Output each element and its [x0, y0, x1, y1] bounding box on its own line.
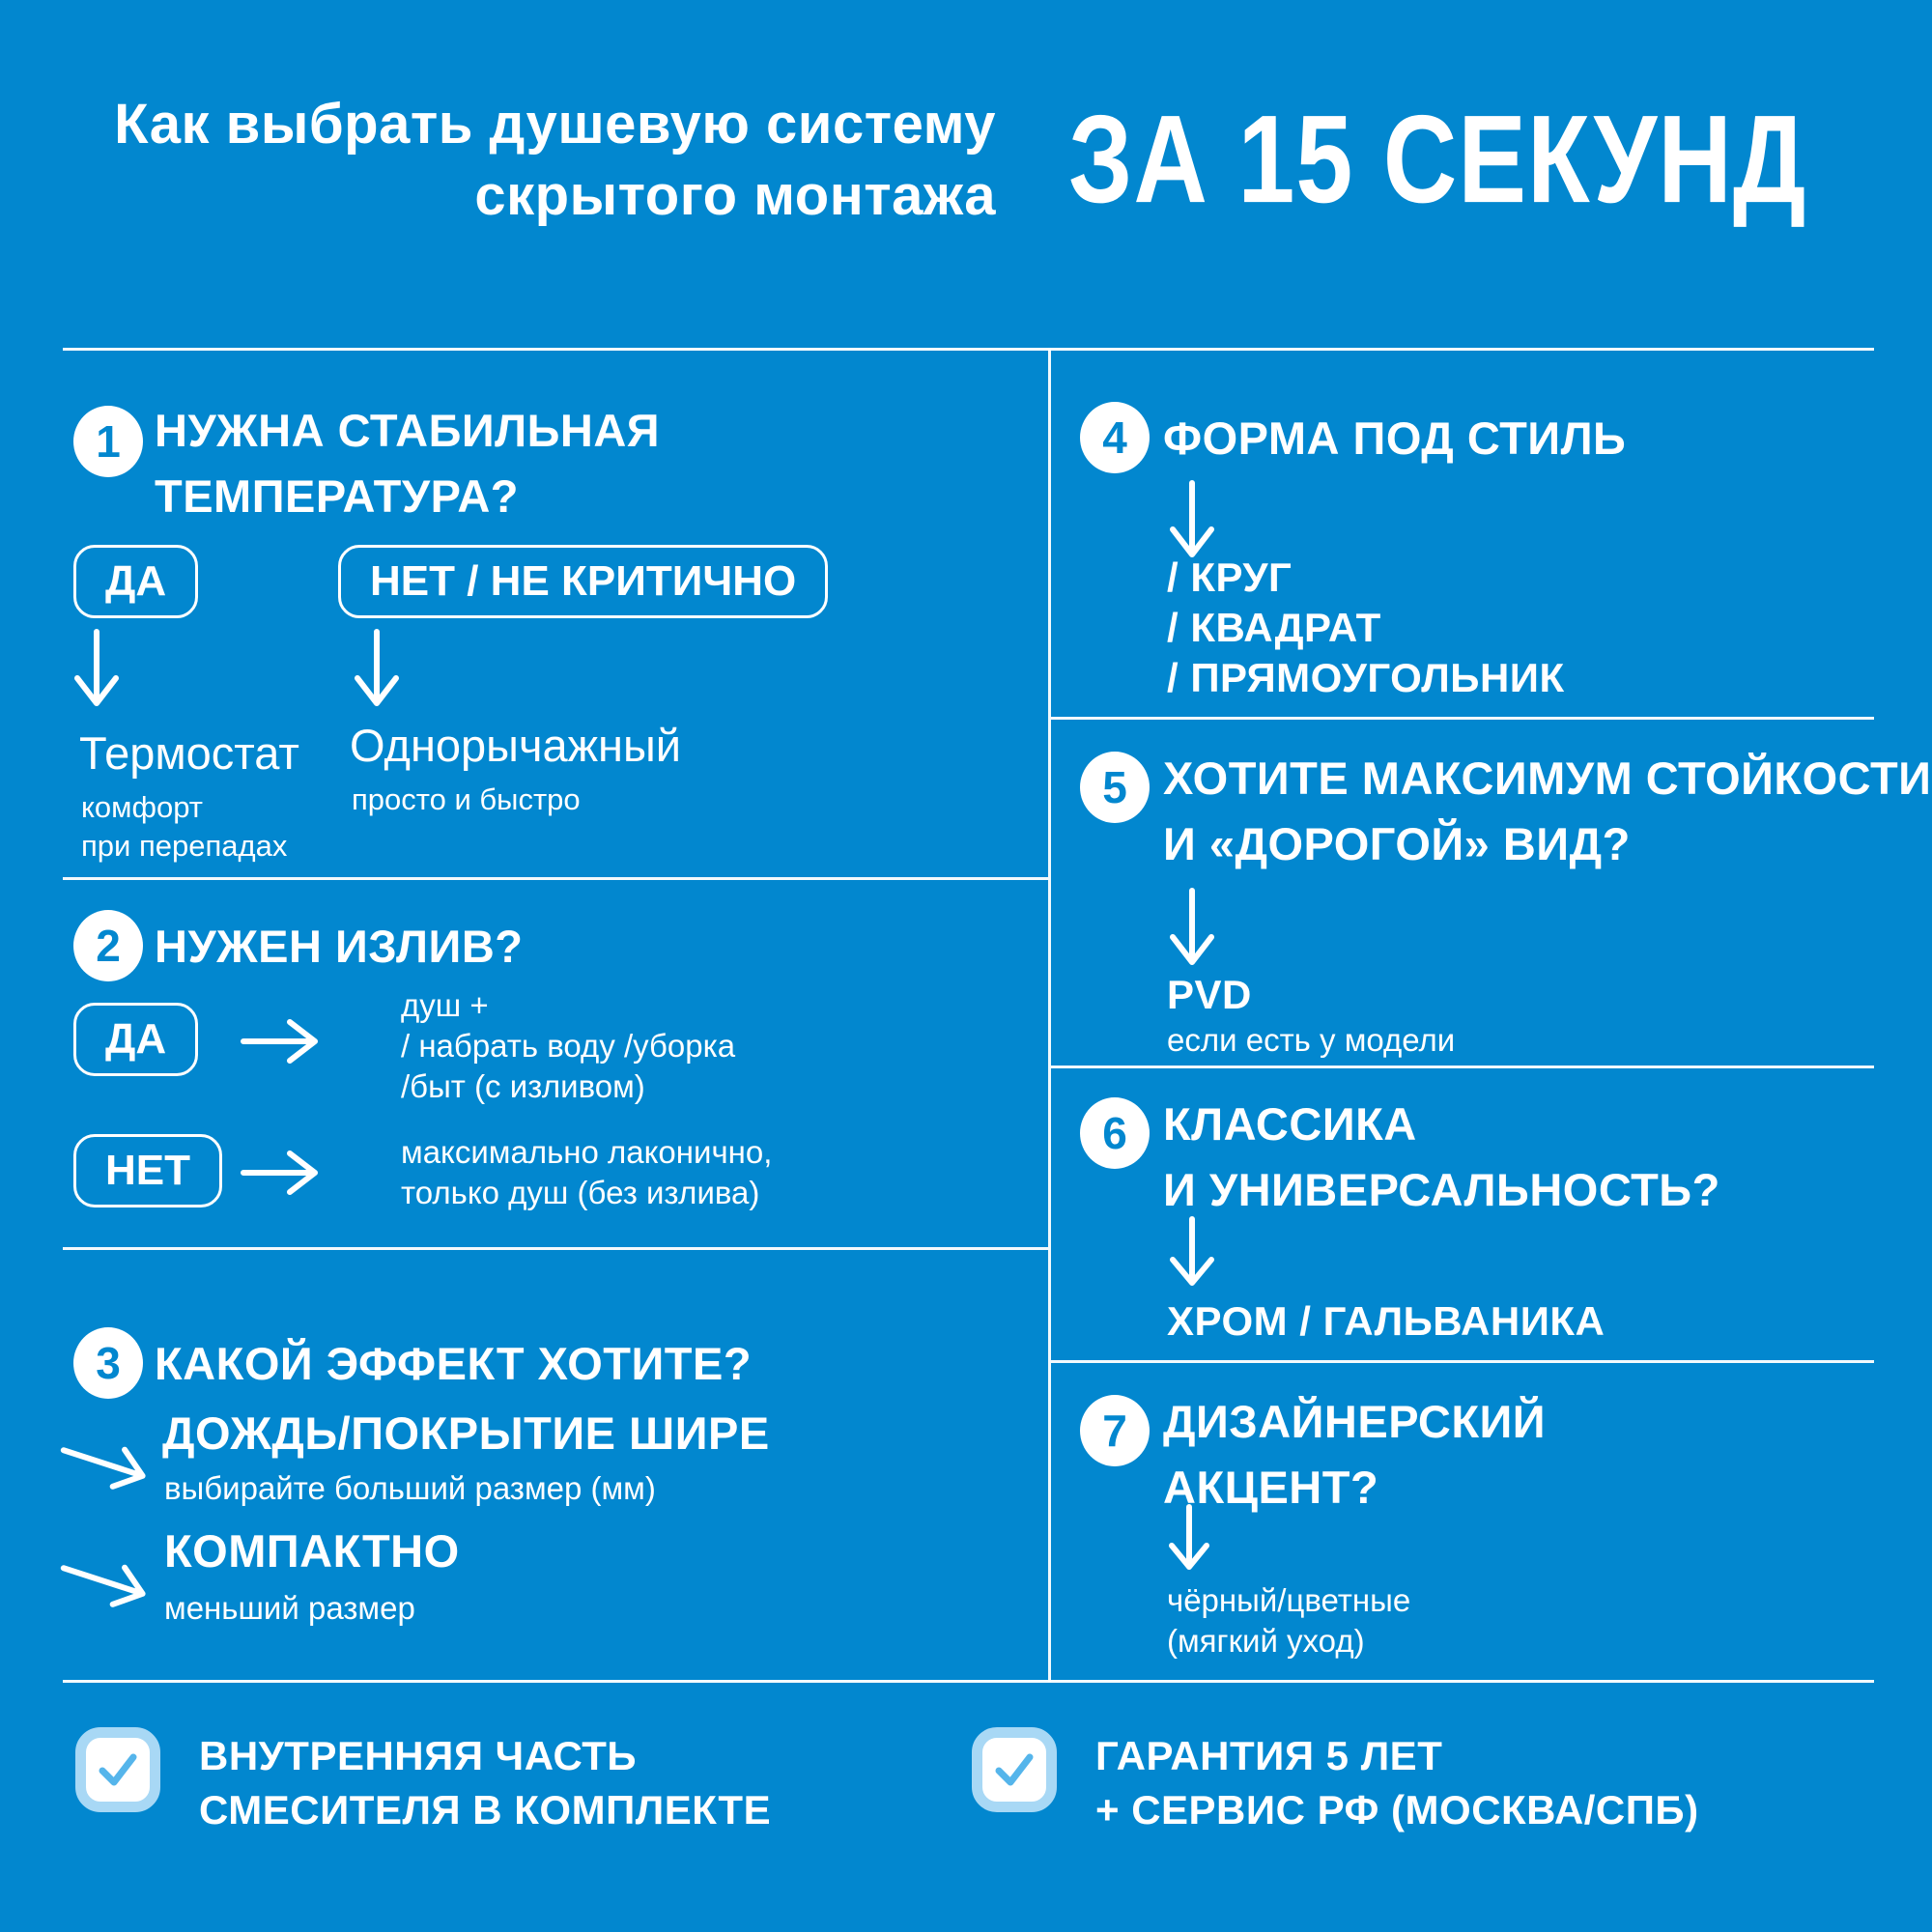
check-icon — [989, 1745, 1039, 1795]
shape-options-list — [1167, 553, 1565, 703]
page-title — [63, 89, 996, 232]
divider-right-1 — [1051, 717, 1874, 720]
step-1-badge — [73, 406, 143, 477]
right-arrow-icon — [240, 1148, 321, 1198]
step-6-badge — [1080, 1097, 1150, 1169]
yes-button-spout[interactable]: ДА — [73, 1003, 198, 1076]
check-icon — [93, 1745, 143, 1795]
no-button-temperature[interactable]: НЕТ / НЕ КРИТИЧНО — [338, 545, 828, 618]
down-arrow-icon — [1165, 887, 1219, 972]
footer-warranty-line1: ГАРАНТИЯ 5 ЛЕТ — [1095, 1733, 1443, 1778]
step-6-number: 6 — [1102, 1108, 1127, 1158]
divider-right-3 — [1051, 1360, 1874, 1363]
step-5-badge — [1080, 752, 1150, 823]
down-arrow-icon — [1165, 1503, 1213, 1577]
result-designer-line2: (мягкий уход) — [1167, 1623, 1365, 1659]
step-1-title-line2: ТЕМПЕРАТУРА? — [155, 470, 519, 522]
effect-compact-title: КОМПАКТНО — [164, 1525, 460, 1577]
divider-left-2 — [63, 1247, 1048, 1250]
step-6-title-line1: КЛАССИКА — [1163, 1098, 1417, 1150]
page-title-line2: скрытого монтажа — [474, 164, 996, 227]
step-4-number: 4 — [1102, 412, 1127, 463]
down-arrow-icon — [70, 628, 124, 713]
effect-compact-note: меньший размер — [164, 1590, 415, 1626]
yes-button-temperature[interactable]: ДА — [73, 545, 198, 618]
step-7-title — [1163, 1389, 1546, 1520]
step-2-title: НУЖЕН ИЗЛИВ? — [155, 921, 524, 972]
step-7-title-line1: ДИЗАЙНЕРСКИЙ — [1163, 1396, 1547, 1447]
right-arrow-icon — [240, 1016, 321, 1066]
effect-rain-title: ДОЖДЬ/ПОКРЫТИЕ ШИРЕ — [162, 1407, 770, 1459]
divider-bottom — [63, 1680, 1874, 1683]
step-2-badge — [73, 910, 143, 981]
result-single-lever: Однорычажный — [350, 720, 682, 771]
result-thermostat-note — [81, 788, 287, 866]
step-5-title-line1: ХОТИТЕ МАКСИМУМ СТОЙКОСТИ — [1163, 753, 1932, 804]
down-arrow-icon — [350, 628, 404, 713]
shape-option-rectangle: / ПРЯМОУГОЛЬНИК — [1167, 655, 1565, 700]
no-button-spout[interactable]: НЕТ — [73, 1134, 222, 1208]
footer-warranty-text — [1095, 1729, 1699, 1837]
result-chrome: ХРОМ / ГАЛЬВАНИКА — [1167, 1298, 1605, 1344]
step-3-number: 3 — [96, 1338, 121, 1388]
step-4-badge — [1080, 402, 1150, 473]
spout-yes-line2: / набрать воду /уборка — [401, 1028, 736, 1064]
spout-yes-line1: душ + — [401, 987, 489, 1023]
step-4-title: ФОРМА ПОД СТИЛЬ — [1163, 412, 1627, 464]
footer-warranty-line2: + СЕРВИС РФ (МОСКВА/СПБ) — [1095, 1787, 1699, 1833]
result-pvd: PVD — [1167, 972, 1252, 1017]
right-arrow-icon — [52, 1543, 156, 1619]
checkbox-warranty[interactable] — [972, 1727, 1057, 1812]
step-5-title — [1163, 746, 1931, 877]
result-designer-line1: чёрный/цветные — [1167, 1582, 1411, 1618]
divider-vertical — [1048, 348, 1051, 1682]
step-3-title: КАКОЙ ЭФФЕКТ ХОТИТЕ? — [155, 1338, 753, 1389]
step-7-badge — [1080, 1395, 1150, 1466]
down-arrow-icon — [1165, 479, 1219, 564]
step-6-title — [1163, 1092, 1720, 1223]
result-designer — [1167, 1580, 1410, 1662]
divider-top — [63, 348, 1874, 351]
spout-no-line1: максимально лаконично, — [401, 1134, 773, 1170]
effect-rain-note: выбирайте больший размер (мм) — [164, 1470, 656, 1506]
step-6-title-line2: И УНИВЕРСАЛЬНОСТЬ? — [1163, 1164, 1720, 1215]
step-5-number: 5 — [1102, 762, 1127, 812]
step-1-title — [155, 398, 660, 529]
step-7-title-line2: АКЦЕНТ? — [1163, 1462, 1379, 1513]
step-2-number: 2 — [96, 921, 121, 971]
shape-option-circle: / КРУГ — [1167, 554, 1293, 600]
right-arrow-icon — [52, 1425, 156, 1501]
spout-yes-line3: /быт (с изливом) — [401, 1068, 645, 1104]
footer-mixer-line2: СМЕСИТЕЛЯ В КОМПЛЕКТЕ — [199, 1787, 772, 1833]
step-7-number: 7 — [1102, 1406, 1127, 1456]
divider-right-2 — [1051, 1065, 1874, 1068]
spout-yes-description — [401, 985, 735, 1107]
result-thermostat-note-line1: комфорт — [81, 790, 203, 824]
result-single-lever-note: просто и быстро — [352, 782, 581, 816]
shape-option-square: / КВАДРАТ — [1167, 605, 1381, 650]
step-3-badge — [73, 1327, 143, 1399]
page-title-line1: Как выбрать душевую систему — [114, 93, 996, 156]
result-pvd-note: если есть у модели — [1167, 1022, 1456, 1058]
headline-15-seconds: ЗА 15 СЕКУНД — [1068, 90, 1807, 230]
step-1-number: 1 — [96, 416, 121, 467]
spout-no-line2: только душ (без излива) — [401, 1175, 760, 1210]
checkbox-mixer-included[interactable] — [75, 1727, 160, 1812]
step-1-title-line1: НУЖНА СТАБИЛЬНАЯ — [155, 405, 661, 456]
footer-mixer-line1: ВНУТРЕННЯЯ ЧАСТЬ — [199, 1733, 638, 1778]
footer-mixer-text — [199, 1729, 771, 1837]
result-thermostat-note-line2: при перепадах — [81, 829, 288, 863]
down-arrow-icon — [1165, 1215, 1219, 1293]
result-thermostat: Термостат — [79, 727, 299, 779]
divider-left-1 — [63, 877, 1048, 880]
step-5-title-line2: И «ДОРОГОЙ» ВИД? — [1163, 818, 1631, 869]
spout-no-description — [401, 1132, 772, 1213]
